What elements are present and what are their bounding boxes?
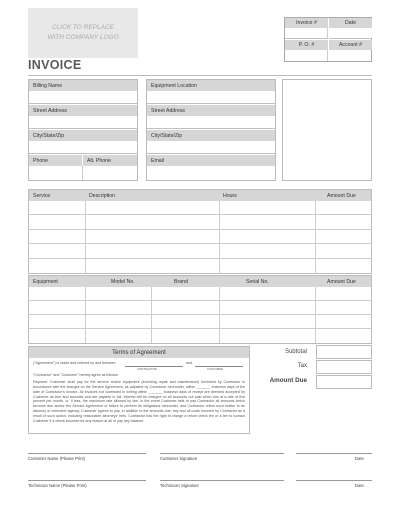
customer-name-label: Customer Name (Please Print)	[28, 456, 86, 461]
technician-signature-line[interactable]	[160, 480, 284, 481]
serial-column-header: Serial No.	[246, 278, 269, 285]
amount-due-field[interactable]	[316, 375, 372, 389]
equipment-street-label: Street Address	[147, 105, 275, 116]
service-table-header	[29, 190, 371, 201]
technician-name-label: Technician Name (Please Print)	[28, 483, 87, 488]
customer-date-line[interactable]	[296, 453, 372, 454]
billing-name-label: Billing Name	[29, 80, 137, 91]
service-column-header: Service	[33, 192, 51, 199]
subtotal-label: Subtotal	[284, 349, 307, 355]
alt-phone-label: Alt. Phone	[83, 155, 137, 166]
company-logo-placeholder[interactable]	[28, 8, 138, 58]
invoice-title: INVOICE	[28, 58, 82, 72]
equipment-location-section	[146, 79, 276, 181]
customer-signature-line[interactable]	[160, 453, 284, 454]
invoice-number-label: Invoice #	[285, 18, 328, 28]
po-field[interactable]	[285, 50, 328, 61]
technician-signature-label: Technician Signature	[160, 483, 199, 488]
email-field[interactable]	[147, 166, 275, 180]
invoice-meta-box	[284, 17, 372, 62]
invoice-number-field[interactable]	[285, 28, 328, 39]
tax-label: Tax	[297, 363, 307, 369]
billing-street-label: Street Address	[29, 105, 137, 116]
table-row[interactable]	[29, 230, 371, 244]
billing-city-field[interactable]	[29, 141, 137, 154]
billing-street-field[interactable]	[29, 116, 137, 129]
service-table-body	[29, 201, 371, 273]
phone-label: Phone	[29, 155, 83, 166]
billing-name-field[interactable]	[29, 91, 137, 104]
equipment-table-header	[29, 276, 371, 287]
customer-name-line[interactable]	[28, 453, 146, 454]
phone-field[interactable]	[29, 166, 83, 180]
model-column-header: Model No.	[111, 278, 135, 285]
po-label: P. O. #	[285, 40, 328, 50]
table-row[interactable]	[29, 315, 371, 329]
terms-body: Payment. Customer shall pay for the service and/or equipment (including repair and maintenance) furnished by Contractor in accordance with the charges on the Service Agreement, as adjusted by Contractor hereunder, within _______ business days of the date of Contractor's invoice. All invoices not contested in writing within _______ business days of receipt are deemed accepted by Customer as true and accurate and are payable in full. Interest will be charged on all accounts not paid when due at a rate of five percent per month, or, if less, the maximum rate allowed by law. In the event Customer fails to pay Contractor all amounts which become due and/or the Service Agreement or failure to perform its obligations hereunder, and Contractor refers such matter to an attorney or collection agency, Customer agrees to pay, in addition to the amounts due, any and all costs incurred by Contractor as a result of such action, including reasonable attorneys' fees. Contractor has the right to charge a return check fee or a fee to contact Customer if a check bounces for any reason at all or pay any balance.	[33, 380, 245, 423]
technician-date-label: Date	[355, 483, 364, 488]
date-label: Date	[329, 18, 372, 28]
billing-city-label: City/State/Zip	[29, 130, 137, 141]
brand-column-header: Brand	[174, 278, 188, 285]
subtotal-field[interactable]	[316, 345, 372, 359]
account-field[interactable]	[329, 50, 372, 61]
equipment-table-body	[29, 287, 371, 343]
equipment-city-label: City/State/Zip	[147, 130, 275, 141]
table-row[interactable]	[29, 215, 371, 229]
tax-field[interactable]	[316, 360, 372, 374]
table-row[interactable]	[29, 287, 371, 301]
table-row[interactable]	[29, 301, 371, 315]
table-row[interactable]	[29, 329, 371, 343]
technician-date-line[interactable]	[296, 480, 372, 481]
equipment-amount-due-column-header: Amount Due	[327, 278, 356, 285]
equipment-table	[28, 275, 372, 344]
amount-due-label: Amount Due	[269, 377, 307, 384]
service-table	[28, 189, 372, 274]
table-row[interactable]	[29, 259, 371, 273]
title-divider	[28, 75, 372, 76]
table-row[interactable]	[29, 201, 371, 215]
terms-title: Terms of Agreement	[29, 347, 249, 358]
amount-due-column-header: Amount Due	[327, 192, 356, 199]
account-label: Account #	[329, 40, 372, 50]
notes-box[interactable]	[282, 79, 372, 181]
hours-column-header: Hours	[223, 192, 237, 199]
equipment-column-header: Equipment	[33, 278, 58, 285]
customer-caption: CUSTOMER	[207, 367, 223, 371]
equipment-location-label: Equipment Location	[147, 80, 275, 91]
email-label: Email	[147, 155, 275, 166]
alt-phone-field[interactable]	[83, 166, 137, 180]
equipment-city-field[interactable]	[147, 141, 275, 154]
table-row[interactable]	[29, 244, 371, 258]
customer-signature-label: Customer Signature	[160, 456, 198, 461]
terms-section	[28, 346, 250, 434]
terms-intro-text: ("Agreement") is made and entered by and between	[33, 361, 116, 365]
contractor-caption: CONTRACTOR	[137, 367, 157, 371]
equipment-location-field[interactable]	[147, 91, 275, 104]
terms-parties-line: "Contractor" and "Customer" hereby agree as follows:	[33, 373, 119, 377]
terms-and-text: and	[186, 361, 192, 365]
technician-name-line[interactable]	[28, 480, 146, 481]
description-column-header: Description	[89, 192, 115, 199]
customer-date-label: Date	[355, 456, 364, 461]
equipment-street-field[interactable]	[147, 116, 275, 129]
date-field[interactable]	[329, 28, 372, 39]
logo-placeholder-text: CLICK TO REPLACE WITH COMPANY LOGO	[47, 24, 119, 41]
billing-section	[28, 79, 138, 181]
